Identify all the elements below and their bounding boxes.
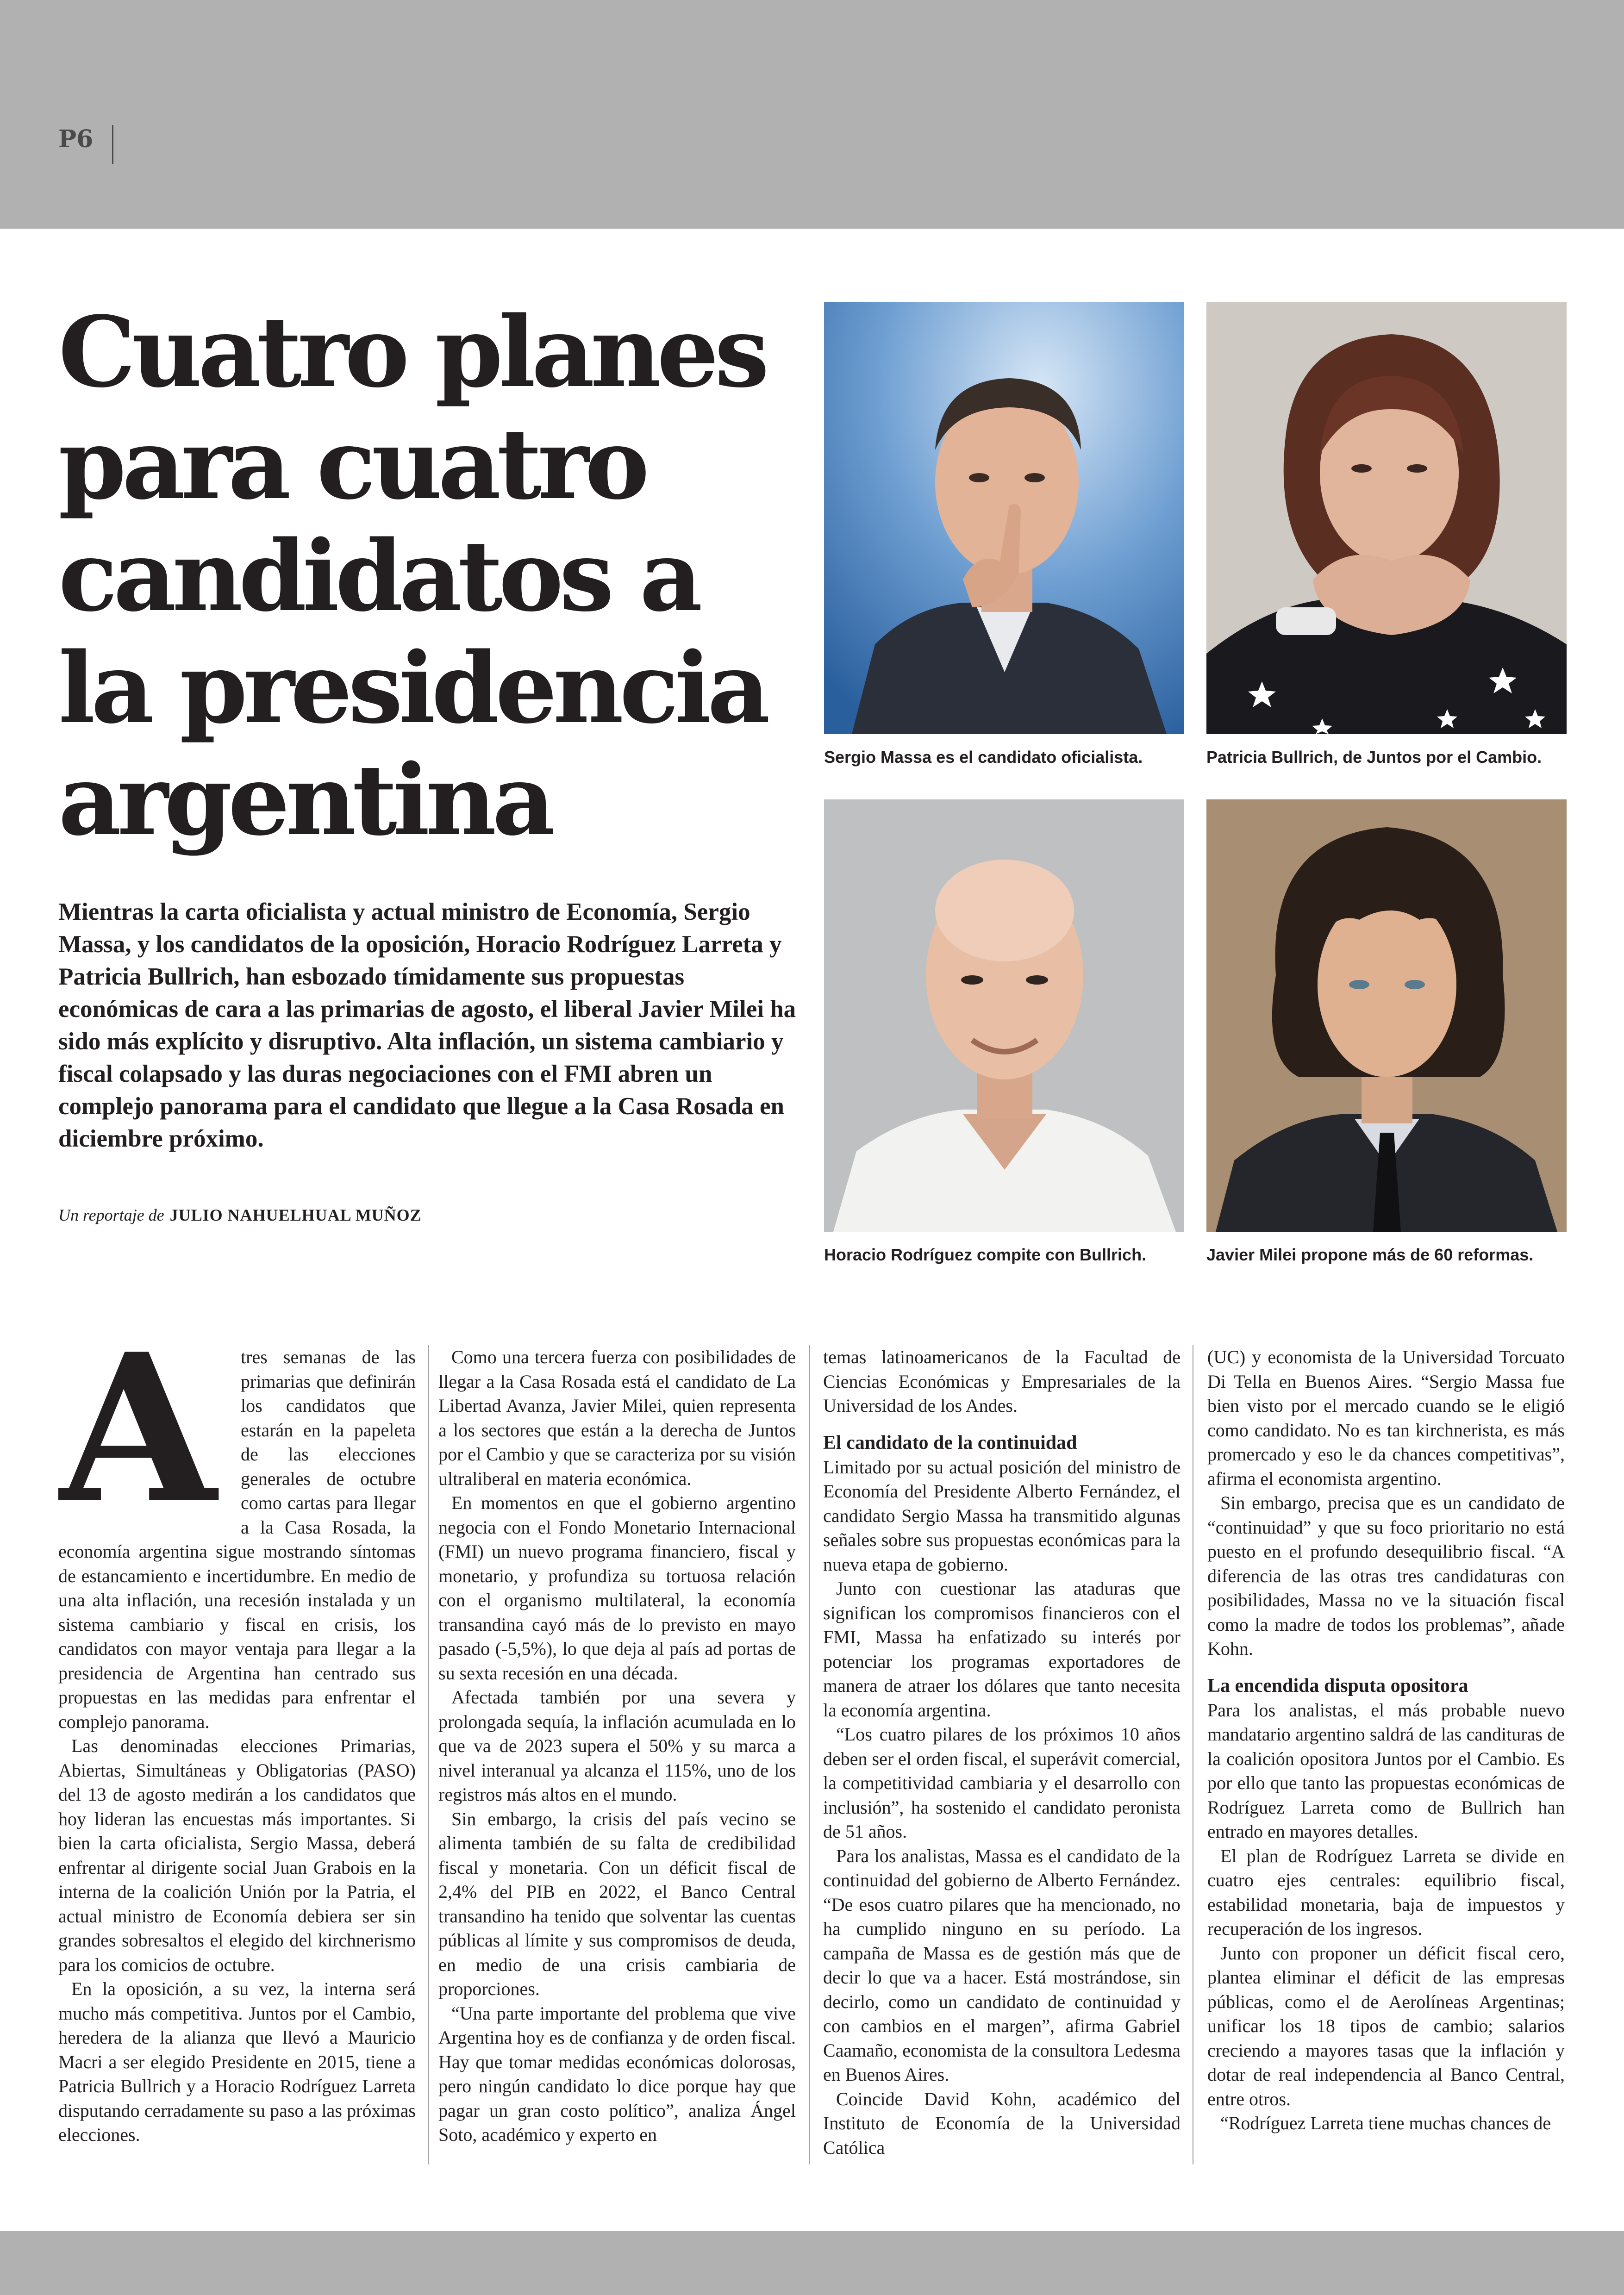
byline-prefix: Un reportaje de xyxy=(58,1206,164,1224)
article-paragraph: temas latinoamericanos de la Facultad de Ciencias Económicas y Empresariales de la Universidad de los Andes. xyxy=(823,1347,1181,1416)
article-paragraph: Junto con proponer un déficit fiscal cero, plantea eliminar el déficit de las empresas públicas, como el de Aerolíneas Argentinas; unificar los 18 tipos de cambio; salarios creciendo a mayores tasas que la inflación y dotar de real independencia al Banco Central, entre otros. xyxy=(1207,1942,1565,2109)
article-paragraph: Las denominadas elecciones Primarias, Abiertas, Simultáneas y Obligatorias (PASO) del 13 de agosto medirán a los candidatos que hoy lideran las encuestas más importantes. Si bien la carta oficialista, Sergio Massa, deberá enfrentar al dirigente social Juan Grabois en la interna de la coalición Unión por la Patria, el actual ministro de Economía debiera ser sin grandes sobresaltos el elegido del kirchnerismo para los comicios de octubre. xyxy=(58,1735,416,1975)
portrait-massa-icon xyxy=(824,302,1184,734)
photo-caption-massa: Sergio Massa es el candidato oficialista. xyxy=(824,748,1143,767)
photo-caption-bullrich: Patricia Bullrich, de Juntos por el Cambio. xyxy=(1206,748,1542,767)
page-footer-band xyxy=(0,2231,1624,2295)
article-paragraph: “Los cuatro pilares de los próximos 10 años deben ser el orden fiscal, el superávit comercial, la competitividad cambiaria y el desarrollo con inclusión”, ha sostenido el candidato peronista de 51 años. xyxy=(823,1724,1181,1842)
paragraph-text: tres semanas de las primarias que definirán los candidatos que estarán en la papeleta de las elecciones generales de octubre como cartas para llegar a la Casa Rosada, la economía argentina sigue mostrando síntomas de estancamiento e incertidumbre. En medio de una alta inflación, una recesión instalada y un sistema cambiario y fiscal en crisis, los candidatos con mayor ventaja para llegar a la presidencia de Argentina han centrado sus propuestas en las medidas para enfrentar el complejo panorama. xyxy=(58,1347,416,1732)
article-paragraph: “Una parte importante del problema que vive Argentina hoy es de confianza y de orden fiscal. Hay que tomar medidas económicas dolorosas, pero ningún candidato lo dice porque hay que pagar un gran costo político”, analiza Ángel Soto, académico y experto en xyxy=(438,2002,796,2145)
article-paragraph: Afectada también por una severa y prolongada sequía, la inflación acumulada en lo que va de 2023 supera el 50% y su marca a nivel interanual ya alcanza el 115%, uno de los registros más altos en el mundo. xyxy=(438,1687,796,1805)
article-subhead: La encendida disputa opositora xyxy=(1207,1675,1468,1696)
article-column-4 xyxy=(1207,1345,1565,2164)
article-paragraph: Coincide David Kohn, académico del Instituto de Economía de la Universidad Católica xyxy=(823,2088,1181,2158)
photo-milei xyxy=(1206,799,1567,1232)
article-paragraph: Limitado por su actual posición del ministro de Economía del Presidente Alberto Fernández, el candidato Sergio Massa ha transmitido algunas señales sobre sus propuestas económicas para la nueva etapa de gobierno. xyxy=(823,1456,1181,1575)
photo-caption-larreta: Horacio Rodríguez compite con Bullrich. xyxy=(824,1245,1147,1264)
article-paragraph: El plan de Rodríguez Larreta se divide en cuatro ejes centrales: equilibrio fiscal, estabilidad monetaria, baja de impuestos y recuperación de los ingresos. xyxy=(1207,1845,1565,1939)
photo-caption-milei: Javier Milei propone más de 60 reformas. xyxy=(1206,1245,1534,1264)
article-headline: Cuatro planes para cuatro candidatos a la presidencia argentina xyxy=(58,295,766,857)
article-paragraph: En la oposición, a su vez, la interna será mucho más competitiva. Juntos por el Cambio, heredera de la alianza que llevó a Mauricio Macri a ser elegido Presidente en 2015, tiene a Patricia Bullrich y a Horacio Rodríguez Larreta disputando cerradamente su paso a las próximas elecciones. xyxy=(58,1978,416,2145)
portrait-milei-icon xyxy=(1206,799,1567,1232)
article-paragraph: Sin embargo, la crisis del país vecino se alimenta también de su falta de credibilidad fiscal y monetaria. Con un déficit fiscal de 2,4% del PIB en 2022, el Banco Central transandino ha tenido que solventar las cuentas públicas al límite y sus compromisos de deuda, en medio de una crisis cambiaria de proporciones. xyxy=(438,1808,796,1999)
article-paragraph: Como una tercera fuerza con posibilidades de llegar a la Casa Rosada está el candidato de La Libertad Avanza, Javier Milei, quien representa a los sectores que están a la derecha de Juntos por el Cambio y que se caracteriza por su visión ultraliberal en materia económica. xyxy=(438,1347,796,1489)
column-divider xyxy=(809,1345,810,2164)
photo-massa xyxy=(824,302,1184,734)
byline-author: JULIO NAHUELHUAL MUÑOZ xyxy=(169,1206,422,1224)
article-subhead: El candidato de la continuidad xyxy=(823,1432,1077,1453)
article-standfirst: Mientras la carta oficialista y actual ministro de Economía, Sergio Massa, y los candidatos de la oposición, Horacio Rodríguez Larreta y Patricia Bullrich, han esbozado tímidamente sus propuestas económicas de cara a las primarias de agosto, el liberal Javier Milei ha sido más explícito y disruptivo. Alta inflación, un sistema cambiario y fiscal colapsado y las duras negociaciones con el FMI abren un complejo panorama para el candidato que llegue a la Casa Rosada en diciembre próximo. xyxy=(58,898,796,1152)
photo-bullrich xyxy=(1206,302,1567,734)
page-header-band xyxy=(0,0,1624,229)
article-paragraph: En momentos en que el gobierno argentino negocia con el Fondo Monetario Internacional (FMI) un nuevo programa financiero, fiscal y monetario, y profundiza su tortuosa relación con el organismo multilateral, la economía transandina cayó más de lo previsto en mayo pasado (-5,5%), lo que deja al país ad portas de su sexta recesión en una década. xyxy=(438,1492,796,1684)
article-paragraph xyxy=(58,1345,416,1734)
portrait-bullrich-icon xyxy=(1206,302,1567,734)
column-divider xyxy=(428,1345,429,2164)
article-column-1 xyxy=(58,1345,416,2164)
article-paragraph: “Rodríguez Larreta tiene muchas chances de xyxy=(1220,2113,1551,2133)
article-byline xyxy=(58,1205,799,1225)
article-column-2 xyxy=(438,1345,796,2164)
page-number-divider xyxy=(112,125,113,164)
article-paragraph: Para los analistas, Massa es el candidato de la continuidad del gobierno de Alberto Fernández. “De esos cuatro pilares que ha mencionado, no ha cumplido ninguno en su período. La campaña de Massa es de gestión más que de decir lo que va a hacer. Está mostrándose, sin decirlo, como un candidato de continuidad y con cambios en el margen”, afirma Gabriel Caamaño, economista de la consultora Ledesma en Buenos Aires. xyxy=(823,1845,1181,2085)
portrait-larreta-icon xyxy=(824,799,1184,1232)
drop-cap: A xyxy=(58,1345,217,1548)
article-paragraph: (UC) y economista de la Universidad Torcuato Di Tella en Buenos Aires. “Sergio Massa fue bien visto por el mercado cuando se le eligió como candidato. No es tan kirchnerista, es más promercado y eso le da chances competitivas”, afirma el economista argentino. xyxy=(1207,1347,1565,1489)
photo-larreta xyxy=(824,799,1184,1232)
page-number: P6 xyxy=(58,125,94,153)
article-column-3 xyxy=(823,1345,1181,2164)
article-paragraph: Junto con cuestionar las ataduras que significan los compromisos financieros con el FMI, Massa ha enfatizado su interés por potenciar los programas exportadores de manera de atraer los dólares que tanto necesita la economía argentina. xyxy=(823,1578,1181,1721)
article-paragraph: Sin embargo, precisa que es un candidato de “continuidad” y que su foco prioritario no está puesto en el profundo desequilibrio fiscal. “A diferencia de las otras tres candidaturas con posibilidades, Massa no ve la situación fiscal como la madre de todos los problemas”, añade Kohn. xyxy=(1207,1492,1565,1659)
article-paragraph: Para los analistas, el más probable nuevo mandatario argentino saldrá de las candituras de la coalición opositora Juntos por el Cambio. Es por ello que tanto las propuestas económicas de Rodríguez Larreta como de Bullrich han entrado en mayores detalles. xyxy=(1207,1699,1565,1842)
